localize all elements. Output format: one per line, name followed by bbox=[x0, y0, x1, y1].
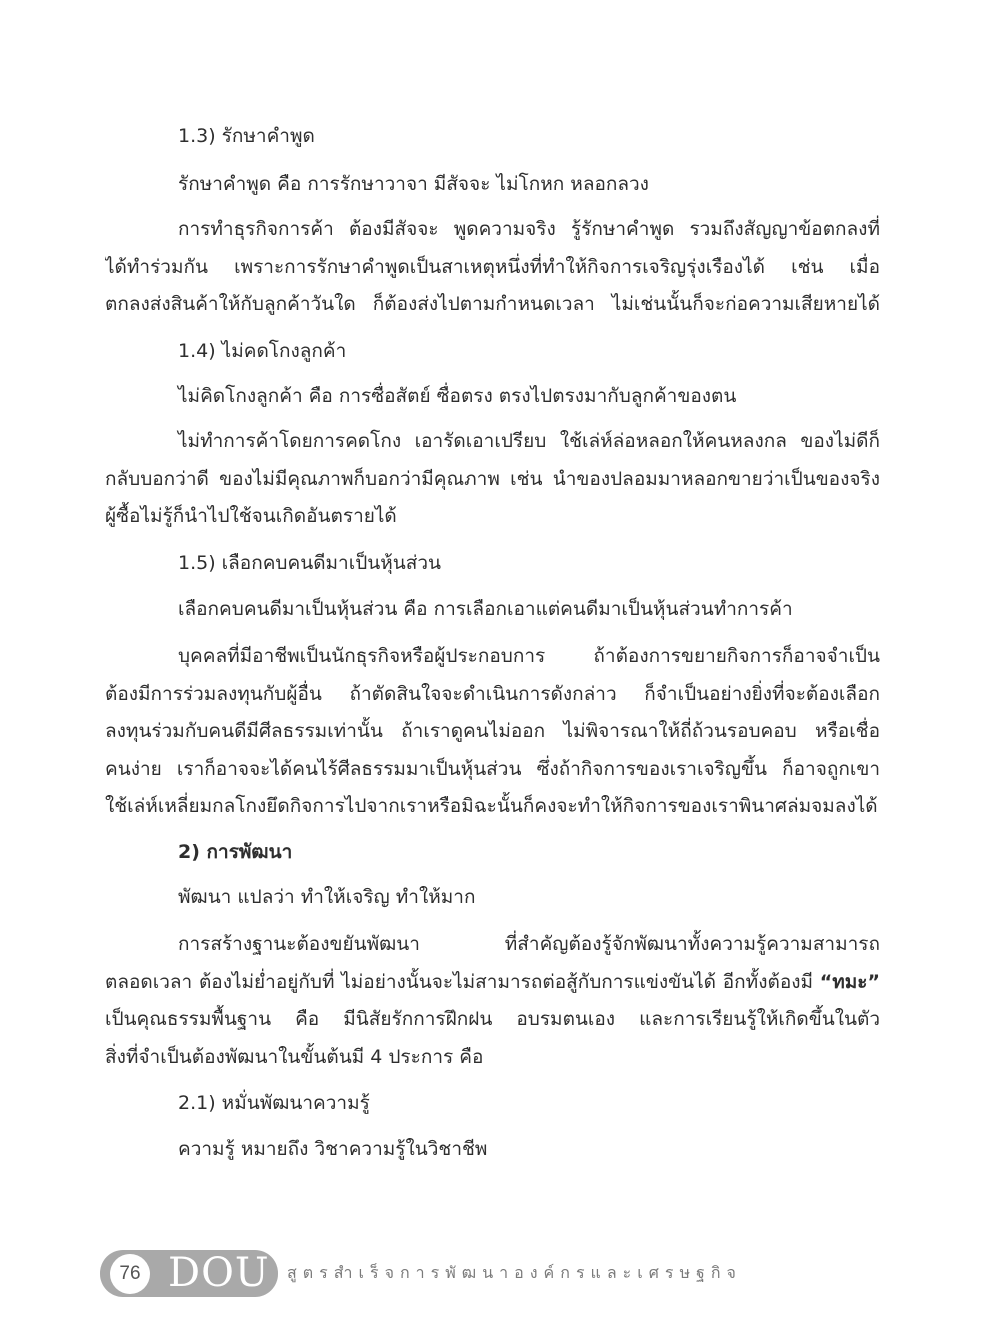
paragraph-1-3 bbox=[105, 211, 880, 324]
paragraph-line: การทำธุรกิจการค้า ต้องมีสัจจะ พูดความจริง รู้รักษาคำพูด รวมถึงสัญญาข้อตกลงที่ bbox=[178, 218, 880, 240]
subheading-text: 1.5) เลือกคบคนดีมาเป็นหุ้นส่วน bbox=[178, 552, 442, 574]
paragraph-line: การสร้างฐานะต้องขยันพัฒนา ที่สำคัญต้องรู้จักพัฒนาทั้งความรู้ความสามารถ bbox=[178, 933, 880, 955]
running-title: สูตรสำเร็จการพัฒนาองค์กรและเศรษฐกิจ bbox=[287, 1263, 742, 1282]
paragraph-line: เป็นคุณธรรมพื้นฐาน คือ มีนิสัยรักการฝึกฝน อบรมตนเอง และการเรียนรู้ให้เกิดขึ้นในตัว bbox=[105, 1008, 880, 1030]
paragraph-1-5 bbox=[105, 638, 880, 826]
paragraph-line bbox=[105, 964, 880, 1002]
paragraph-line: ไม่ทำการค้าโดยการคดโกง เอารัดเอาเปรียบ ใช้เล่ห์ล่อหลอกให้คนหลงกล ของไม่ดีก็ bbox=[178, 430, 880, 452]
definition-text: พัฒนา แปลว่า ทำให้เจริญ ทำให้มาก bbox=[178, 886, 476, 908]
section-heading-text: 2) การพัฒนา bbox=[178, 841, 293, 863]
definition-text: ไม่คิดโกงลูกค้า คือ การซื่อสัตย์ ซื่อตรง ตรงไปตรงมากับลูกค้าของตน bbox=[178, 385, 737, 407]
definition-text: รักษาคำพูด คือ การรักษาวาจา มีสัจจะ ไม่โกหก หลอกลวง bbox=[178, 173, 649, 195]
paragraph-line: ตกลงส่งสินค้าให้กับลูกค้าวันใด ก็ต้องส่งไปตามกำหนดเวลา ไม่เช่นนั้นก็จะก่อความเสียหายได้ bbox=[105, 293, 880, 315]
definition-2-1 bbox=[105, 1131, 880, 1169]
paragraph-2 bbox=[105, 926, 880, 1076]
subheading-text: 1.3) รักษาคำพูด bbox=[178, 125, 315, 147]
footer-badge bbox=[100, 1250, 278, 1297]
paragraph-1-4 bbox=[105, 423, 880, 536]
definition-1-3 bbox=[105, 166, 880, 204]
paragraph-line: กลับบอกว่าดี ของไม่มีคุณภาพก็บอกว่ามีคุณภาพ เช่น นำของปลอมมาหลอกขายว่าเป็นของจริง bbox=[105, 467, 880, 490]
paragraph-line: ใช้เล่ห์เหลี่ยมกลโกงยึดกิจการไปจากเราหรือมิฉะนั้นก็คงจะทำให้กิจการของเราพินาศล่มจมลงได้ bbox=[105, 795, 878, 817]
subheading-1-4 bbox=[105, 333, 880, 371]
page-number: 76 bbox=[110, 1254, 150, 1294]
paragraph-line: คนง่าย เราก็อาจจะได้คนไร้ศีลธรรมมาเป็นหุ้นส่วน ซึ่งถ้ากิจการของเราเจริญขึ้น ก็อาจถูกเขา bbox=[105, 757, 880, 780]
paragraph-line-text: ตลอดเวลา ต้องไม่ย่ำอยู่กับที่ ไม่อย่างนั้นจะไม่สามารถต่อสู้กับการแข่งขันได้ อีกทั้งต้องมี bbox=[105, 970, 820, 993]
subheading-1-3 bbox=[105, 118, 880, 156]
paragraph-line: สิ่งที่จำเป็นต้องพัฒนาในขั้นต้นมี 4 ประการ คือ bbox=[105, 1045, 484, 1068]
brand-logo-text: DOU bbox=[168, 1250, 270, 1296]
paragraph-line: ลงทุนร่วมกับคนดีมีศีลธรรมเท่านั้น ถ้าเราดูคนไม่ออก ไม่พิจารณาให้ถี่ถ้วนรอบคอบ หรือเชื่อ bbox=[105, 720, 880, 742]
paragraph-line: บุคคลที่มีอาชีพเป็นนักธุรกิจหรือผู้ประกอบการ ถ้าต้องการขยายกิจการก็อาจจำเป็น bbox=[178, 645, 880, 667]
definition-text: ความรู้ หมายถึง วิชาความรู้ในวิชาชีพ bbox=[178, 1138, 488, 1160]
subheading-text: 2.1) หมั่นพัฒนาความรู้ bbox=[178, 1092, 370, 1114]
subheading-2-1 bbox=[105, 1085, 880, 1123]
subheading-1-5 bbox=[105, 545, 880, 583]
paragraph-line: ต้องมีการร่วมลงทุนกับผู้อื่น ถ้าตัดสินใจจะดำเนินการดังกล่าว ก็จำเป็นอย่างยิ่งที่จะต้องเลือก bbox=[105, 682, 880, 705]
definition-1-5 bbox=[105, 591, 880, 629]
paragraph-line: ได้ทำร่วมกัน เพราะการรักษาคำพูดเป็นสาเหตุหนึ่งที่ทำให้กิจการเจริญรุ่งเรืองได้ เช่น เมื่อ bbox=[105, 255, 880, 278]
subheading-text: 1.4) ไม่คดโกงลูกค้า bbox=[178, 340, 347, 362]
definition-1-4 bbox=[105, 378, 880, 416]
emphasis-term: “ทมะ” bbox=[819, 970, 880, 993]
definition-2 bbox=[105, 879, 880, 917]
section-heading-2 bbox=[105, 834, 880, 872]
paragraph-line: ผู้ซื้อไม่รู้ก็นำไปใช้จนเกิดอันตรายได้ bbox=[105, 505, 397, 527]
definition-text: เลือกคบคนดีมาเป็นหุ้นส่วน คือ การเลือกเอาแต่คนดีมาเป็นหุ้นส่วนทำการค้า bbox=[178, 598, 793, 620]
